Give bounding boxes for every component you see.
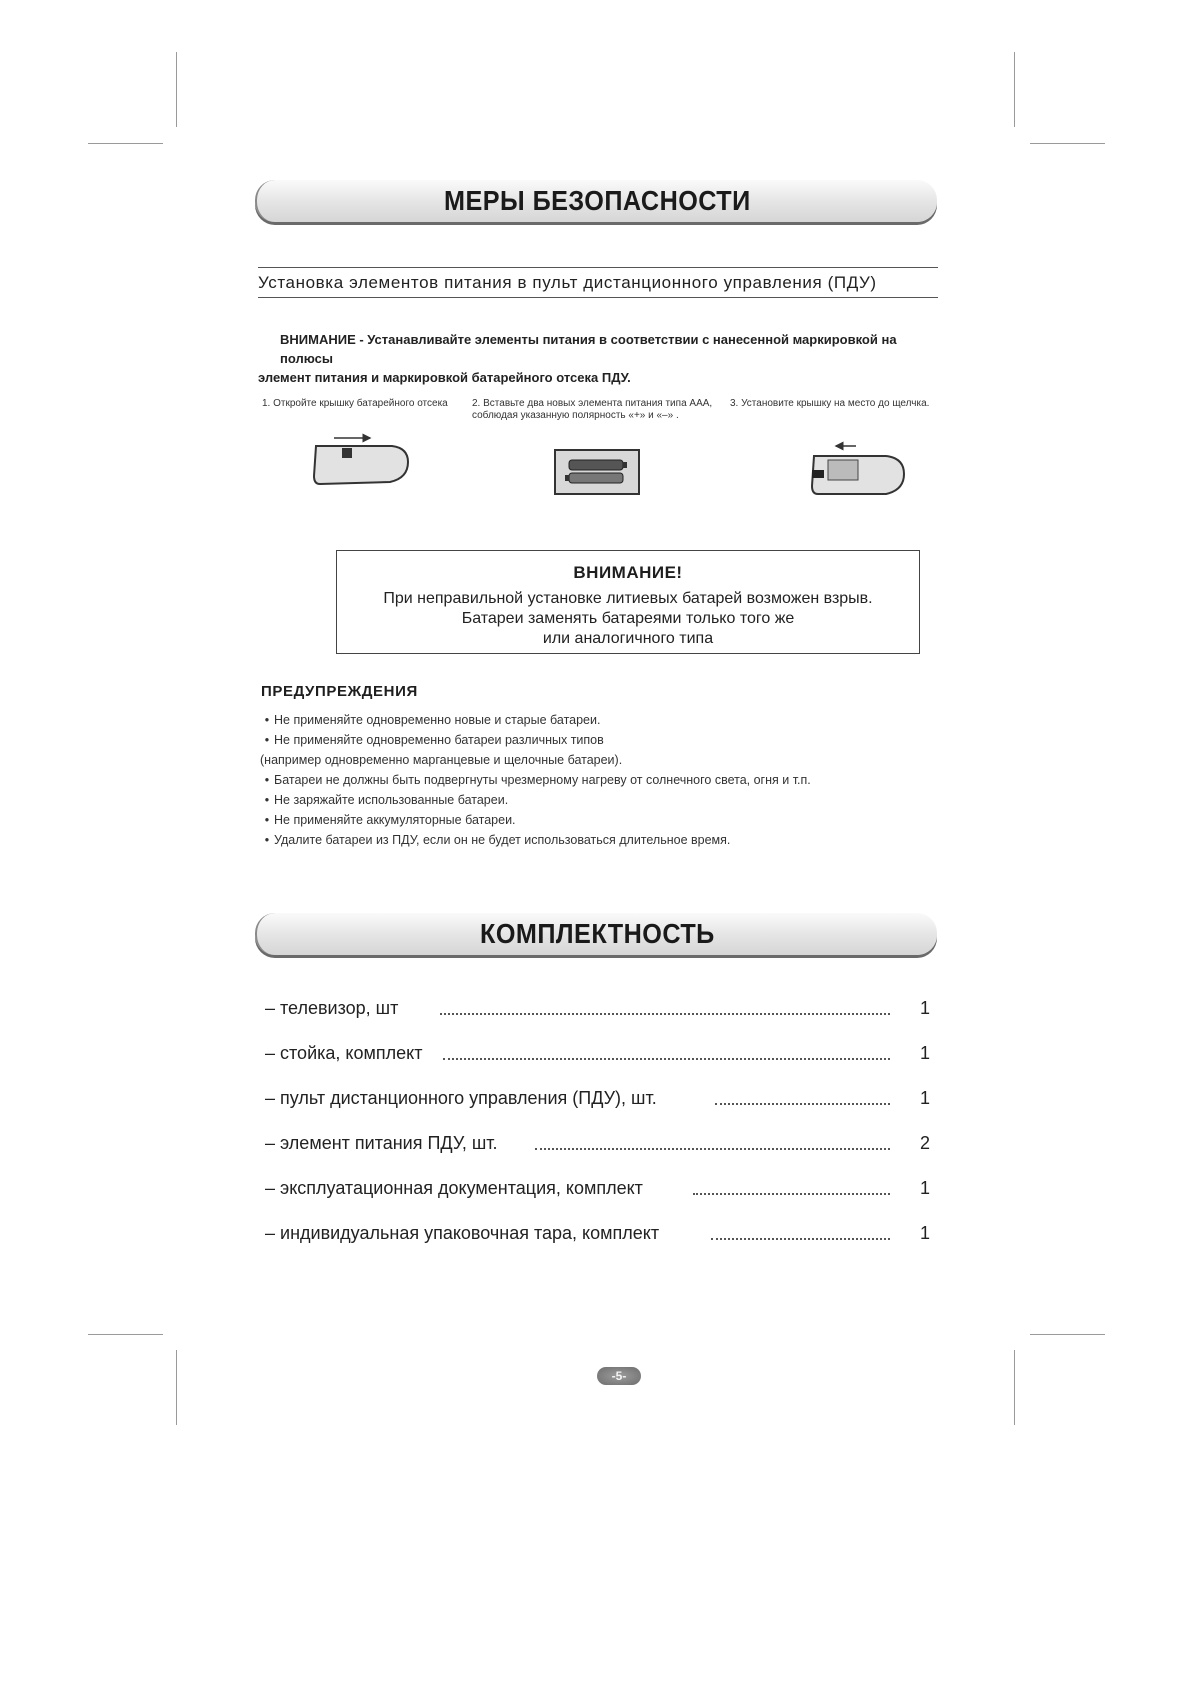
kit-row	[265, 998, 930, 1022]
kit-item-label: – элемент питания ПДУ, шт.	[265, 1133, 498, 1153]
precautions-list	[260, 710, 960, 850]
bullet: •	[264, 793, 270, 807]
safety-section-title: МЕРЫ БЕЗОПАСНОСТИ	[443, 185, 751, 216]
crop-mark	[1014, 1350, 1015, 1425]
warning-line-3: или аналогичного типа	[542, 630, 714, 647]
step-3-caption	[730, 398, 929, 410]
kit-item-qty: 1	[919, 1088, 930, 1108]
kit-item-label: – телевизор, шт	[265, 998, 399, 1018]
precaution-text: Не применяйте аккумуляторные батареи.	[274, 813, 516, 827]
step-2-caption	[472, 398, 712, 422]
step-2-text: 2. Вставьте два новых элемента питания типа AAA,	[472, 398, 713, 409]
bullet: •	[264, 813, 270, 827]
bullet: •	[264, 733, 270, 747]
crop-mark	[88, 143, 163, 144]
list-item	[260, 830, 960, 850]
bullet: •	[264, 713, 270, 727]
precaution-text: (например одновременно марганцевые и щелочные батареи).	[260, 753, 623, 767]
list-item	[260, 750, 960, 770]
warning-box	[336, 550, 920, 654]
kit-item-qty: 2	[919, 1133, 930, 1153]
kit-row	[265, 1133, 930, 1157]
kit-item-qty: 1	[919, 1178, 930, 1198]
kit-row	[265, 1088, 930, 1112]
list-item	[260, 770, 960, 790]
battery-install-heading: Установка элементов питания в пульт дистанционного управления (ПДУ)	[258, 267, 938, 298]
kit-row	[265, 1223, 930, 1247]
battery-insert-illustration	[553, 446, 643, 498]
note-line-2: элемент питания и маркировкой батарейного отсека ПДУ.	[258, 370, 631, 385]
warning-line-2: Батареи заменять батареями только того же	[461, 610, 795, 627]
leader-dots	[440, 1013, 890, 1015]
kit-item-label: – индивидуальная упаковочная тара, комплект	[265, 1223, 660, 1243]
list-item	[260, 810, 960, 830]
leader-dots	[715, 1103, 890, 1105]
note-line-1: ВНИМАНИЕ - Устанавливайте элементы питания в соответствии с нанесенной маркировкой на полюсы	[280, 332, 897, 366]
kit-item-label: – стойка, комплект	[265, 1043, 423, 1063]
leader-dots	[443, 1058, 890, 1060]
leader-dots	[693, 1193, 890, 1195]
page-number: -5-	[597, 1367, 641, 1385]
step-2-text-2: соблюдая указанную полярность «+» и «–» .	[472, 410, 679, 421]
list-item	[260, 710, 960, 730]
bullet: •	[264, 833, 270, 847]
kit-item-qty: 1	[919, 1223, 930, 1243]
crop-mark	[1030, 143, 1105, 144]
list-item	[260, 730, 960, 750]
kit-item-qty: 1	[919, 1043, 930, 1063]
crop-mark	[176, 52, 177, 127]
kit-item-qty: 1	[919, 998, 930, 1018]
kit-row	[265, 1043, 930, 1067]
warning-title: ВНИМАНИЕ!	[573, 563, 683, 582]
crop-mark	[1014, 52, 1015, 127]
kit-section-title: КОМПЛЕКТНОСТЬ	[479, 918, 715, 949]
precaution-text: Не применяйте одновременно батареи различных типов	[274, 733, 604, 747]
step-1-caption	[262, 398, 448, 410]
leader-dots	[711, 1238, 890, 1240]
warning-line-1: При неправильной установке литиевых батарей возможен взрыв.	[383, 590, 873, 607]
crop-mark	[88, 1334, 163, 1335]
kit-row	[265, 1178, 930, 1202]
battery-install-note	[258, 330, 948, 387]
bullet: •	[264, 773, 270, 787]
precaution-text: Не применяйте одновременно новые и старые батареи.	[274, 713, 601, 727]
leader-dots	[535, 1148, 890, 1150]
list-item	[260, 790, 960, 810]
safety-section-banner	[255, 180, 937, 222]
precaution-text: Удалите батареи из ПДУ, если он не будет использоваться длительное время.	[274, 833, 731, 847]
kit-section-banner	[255, 913, 937, 955]
precaution-text: Батареи не должны быть подвергнуты чрезмерному нагреву от солнечного света, огня и т.п.	[274, 773, 811, 787]
step-3-text: 3. Установите крышку на место до щелчка.	[730, 398, 930, 409]
precautions-title: ПРЕДУПРЕЖДЕНИЯ	[261, 683, 418, 700]
step-1-text: 1. Откройте крышку батарейного отсека	[262, 398, 448, 409]
remote-open-cover-illustration	[312, 430, 412, 490]
crop-mark	[176, 1350, 177, 1425]
crop-mark	[1030, 1334, 1105, 1335]
remote-close-cover-illustration	[808, 440, 908, 500]
precaution-text: Не заряжайте использованные батареи.	[274, 793, 509, 807]
kit-item-label: – эксплуатационная документация, комплект	[265, 1178, 643, 1198]
kit-item-label: – пульт дистанционного управления (ПДУ), шт.	[265, 1088, 657, 1108]
